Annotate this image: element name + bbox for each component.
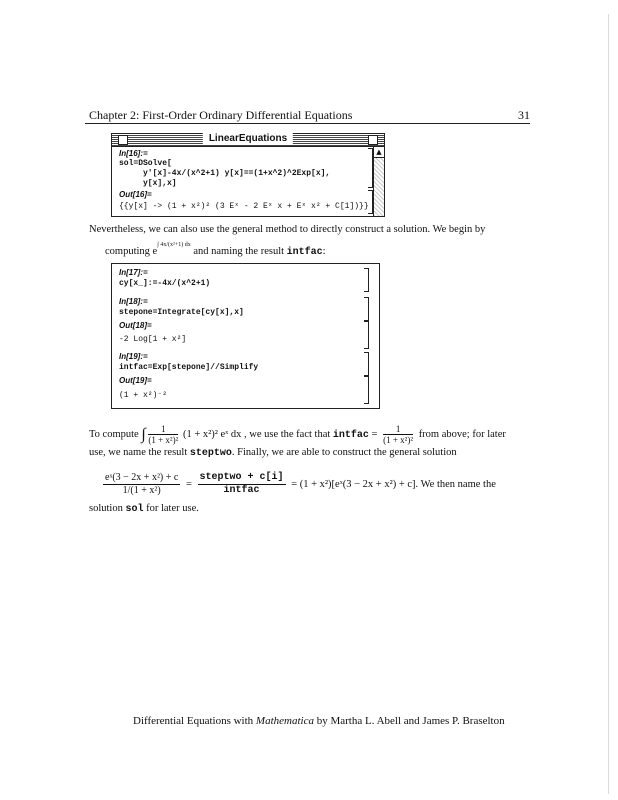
paragraph-line-sol — [89, 503, 199, 515]
formula-equals: = — [185, 478, 192, 490]
scroll-up-arrow-icon[interactable]: ▲ — [374, 147, 384, 158]
input-code-17[interactable]: cy[x_]:=-4x/(x^2+1) — [119, 279, 211, 288]
input-label-18: In[18]:= — [119, 297, 148, 306]
code-sol: sol — [125, 504, 144, 515]
text-finally: . Finally, we are able to construct the general solution — [231, 447, 457, 458]
window-title: LinearEquations — [203, 133, 293, 144]
chapter-header: Chapter 2: First-Order Ordinary Differential Equations — [89, 108, 353, 122]
window-titlebar[interactable] — [112, 134, 384, 147]
integrand-body: (1 + x²)² eˣ dx — [182, 429, 242, 440]
close-box-icon[interactable] — [118, 135, 128, 145]
math-exponent: ∫ 4x/(x²+1) dx — [157, 242, 191, 248]
input-code-16-line1[interactable]: sol=DSolve[ — [119, 159, 172, 168]
footer-prefix: Differential Equations with — [133, 715, 254, 727]
page-edge-line — [608, 14, 609, 794]
integrand-denominator: (1 + x²)² — [148, 435, 179, 446]
text-we-then-name: We then name the — [420, 478, 496, 490]
text-solution: solution — [89, 503, 123, 514]
zoom-box-icon[interactable] — [368, 135, 378, 145]
notebook-window-linear-equations — [111, 133, 385, 217]
cell-bracket[interactable] — [364, 268, 369, 292]
text-computing: computing — [105, 246, 150, 257]
paragraph-line: Nevertheless, we can also use the general method to directly construct a solution. We begin by — [89, 224, 486, 235]
page-footer — [133, 715, 505, 727]
input-label-17: In[17]:= — [119, 268, 148, 277]
fraction-numerator: 1 — [383, 424, 413, 435]
input-label-16: In[16]:= — [119, 149, 148, 158]
input-code-18[interactable]: stepone=Integrate[cy[x],x] — [119, 308, 244, 317]
text-from-above: from above; for later — [418, 429, 506, 440]
input-code-19[interactable]: intfac=Exp[stepone]//Simplify — [119, 363, 259, 372]
output-label-16: Out[16]= — [119, 190, 152, 199]
text-use-we-name: use, we name the result — [89, 447, 188, 458]
cell-bracket[interactable] — [364, 352, 369, 376]
text-we-use: , we use the fact that — [243, 429, 331, 440]
footer-mathematica: Mathematica — [255, 715, 314, 727]
header-rule — [85, 123, 530, 124]
input-label-19: In[19]:= — [119, 352, 148, 361]
math-e-exponent — [152, 242, 194, 257]
formula-lhs-fraction — [103, 472, 180, 497]
code-steptwo: steptwo — [189, 448, 232, 459]
fraction-denominator: (1 + x²)² — [383, 435, 414, 446]
input-code-16-line3[interactable]: y[x],x] — [143, 179, 177, 188]
notebook-window-steps — [111, 263, 380, 409]
formula-lhs-denominator: 1/(1 + x²) — [122, 485, 161, 496]
output-label-18: Out[18]= — [119, 321, 152, 330]
text-equals: = — [371, 429, 378, 440]
cell-bracket[interactable] — [368, 148, 373, 188]
output-value-16: {{y[x] -> (1 + x²)² (3 Eˣ - 2 Eˣ x + Eˣ x² + C[1])}} — [119, 202, 369, 211]
integrand-numerator: 1 — [148, 424, 178, 435]
integrand-fraction — [148, 424, 178, 445]
output-label-19: Out[19]= — [119, 376, 152, 385]
cell-bracket[interactable] — [364, 321, 369, 349]
formula-mid-denominator: intfac — [223, 485, 260, 496]
output-value-19: (1 + x²)⁻² — [119, 391, 168, 400]
general-solution-formula — [103, 472, 496, 497]
output-value-18: -2 Log[1 + x²] — [119, 335, 187, 344]
code-intfac: intfac — [332, 430, 369, 441]
cell-bracket[interactable] — [364, 376, 369, 404]
code-intfac: intfac — [286, 247, 323, 258]
formula-mid-fraction — [198, 472, 286, 497]
formula-mid-numerator: steptwo + c[i] — [199, 472, 284, 483]
text-for-later-use: for later use. — [146, 503, 199, 514]
cell-bracket[interactable] — [368, 190, 373, 214]
footer-authors: by Martha L. Abell and James P. Braselton — [316, 715, 505, 727]
cell-bracket[interactable] — [364, 297, 369, 321]
math-e: e — [152, 246, 158, 257]
intfac-fraction — [383, 424, 413, 445]
vertical-scrollbar[interactable] — [373, 147, 384, 216]
paragraph-line-steptwo — [89, 447, 457, 459]
text-to-compute: To compute — [89, 429, 139, 440]
integral-sign-icon: ∫ — [141, 426, 146, 443]
formula-lhs-numerator: eˣ(3 − 2x + x²) + c — [105, 472, 179, 483]
text-naming: and naming the result — [193, 246, 285, 257]
text-colon: : — [322, 246, 326, 257]
input-code-16-line2[interactable]: y'[x]-4x/(x^2+1) y[x]==(1+x^2)^2Exp[x], — [143, 169, 331, 178]
paragraph-line-to-compute — [89, 424, 506, 445]
paragraph-line-computing — [105, 242, 326, 258]
page-number: 31 — [518, 108, 530, 122]
formula-rhs: = (1 + x²)[eˣ(3 − 2x + x²) + c]. — [291, 478, 419, 490]
